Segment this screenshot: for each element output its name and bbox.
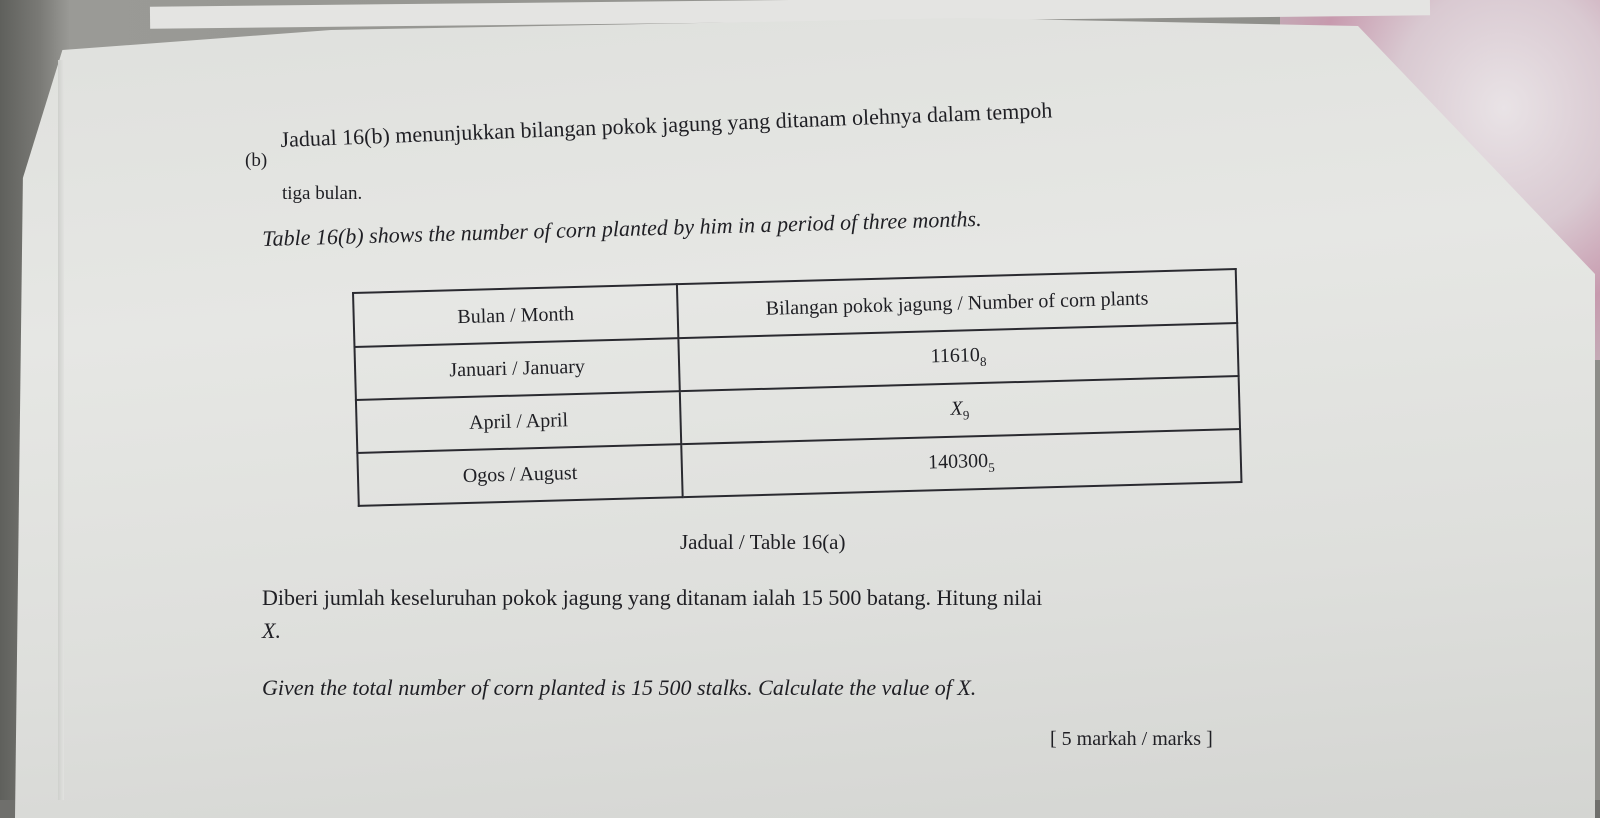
marks-label: [ 5 markah / marks ] (1050, 728, 1213, 750)
month-cell: Ogos / August (357, 444, 682, 506)
value-base: 9 (962, 406, 970, 423)
given-malay-line1: Diberi jumlah keseluruhan pokok jagung yang ditanam ialah 15 500 batang. Hitung nilai (262, 585, 1043, 610)
month-cell: Januari / January (354, 338, 679, 400)
given-malay-line2: X. (262, 618, 281, 643)
table-caption: Jadual / Table 16(a) (680, 530, 846, 554)
value-base: 5 (988, 459, 995, 475)
value-number: 11610 (930, 343, 981, 367)
question-english: Table 16(b) shows the number of corn planted by him in a period of three months. (262, 205, 982, 251)
corn-table (352, 268, 1242, 497)
question-malay-line2: tiga bulan. (282, 183, 363, 204)
value-base: 8 (979, 353, 987, 369)
header-month: Bulan / Month (353, 284, 678, 347)
value-number: 140300 (927, 449, 989, 473)
question-part-label: (b) (245, 150, 268, 171)
question-malay-line1: Jadual 16(b) menunjukkan bilangan pokok jagung yang ditanam olehnya dalam tempoh (280, 97, 1053, 152)
given-english: Given the total number of corn planted is 15 500 stalks. Calculate the value of X. (262, 675, 977, 700)
value-number: X (950, 397, 964, 420)
month-cell: April / April (356, 391, 681, 453)
paper-stack-side (58, 60, 64, 800)
header-corn-plants: Bilangan pokok jagung / Number of corn plants (677, 269, 1237, 338)
